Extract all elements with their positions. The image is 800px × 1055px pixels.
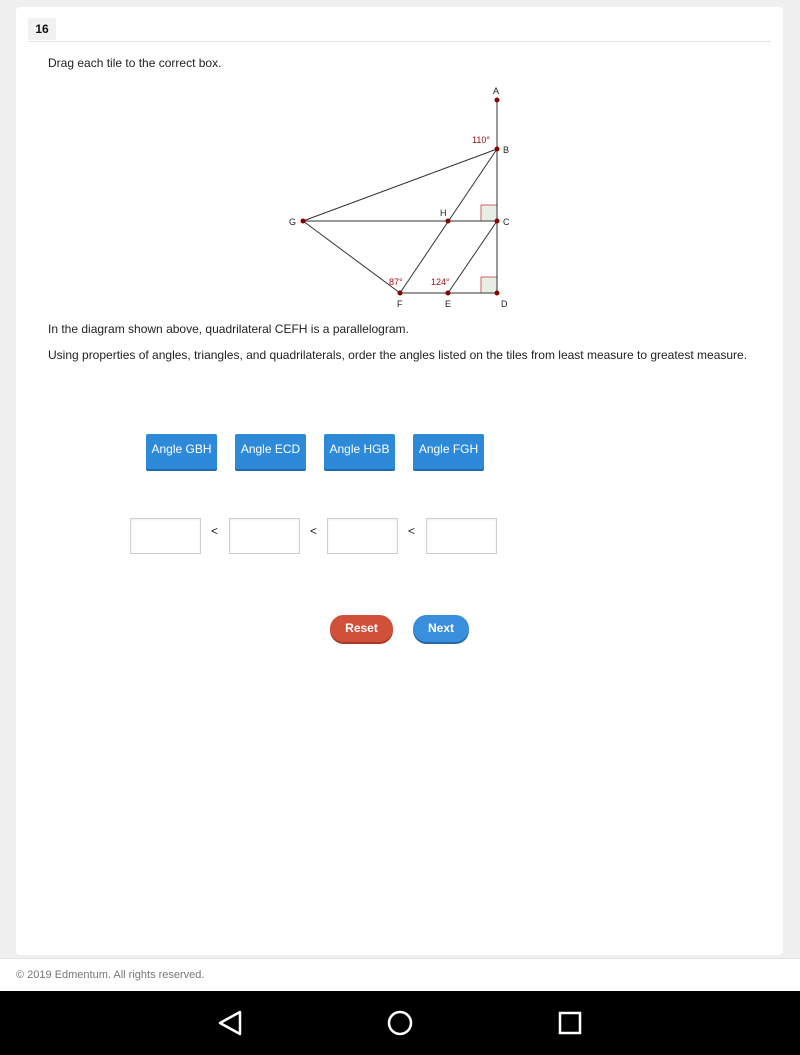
copyright-text: © 2019 Edmentum. All rights reserved.	[16, 969, 205, 981]
back-icon[interactable]	[212, 1005, 248, 1041]
label-f: F	[397, 299, 403, 309]
question-header	[28, 18, 771, 42]
drop-box-2[interactable]	[229, 518, 300, 554]
point-f	[398, 291, 403, 296]
point-b	[495, 147, 500, 152]
label-a: A	[493, 86, 500, 96]
question-card	[16, 7, 783, 955]
drop-box-1[interactable]	[130, 518, 201, 554]
footer	[0, 958, 800, 992]
paragraph-instructions: Using properties of angles, triangles, and quadrilaterals, order the angles listed on the tiles from least measure to greatest measure.	[48, 348, 748, 362]
point-d	[495, 291, 500, 296]
tile-angle-gbh[interactable]: Angle GBH	[146, 434, 217, 469]
recents-icon[interactable]	[552, 1005, 588, 1041]
angle-label-f: 87°	[389, 277, 403, 287]
next-button[interactable]: Next	[413, 615, 469, 642]
diagram-points	[301, 98, 500, 296]
label-h: H	[440, 208, 447, 218]
label-c: C	[503, 217, 510, 227]
label-d: D	[501, 299, 508, 309]
tile-angle-hgb[interactable]: Angle HGB	[324, 434, 395, 469]
point-h	[446, 219, 451, 224]
angle-label-e: 124°	[431, 277, 450, 287]
label-b: B	[503, 145, 510, 155]
android-nav-bar	[0, 991, 800, 1055]
tile-angle-fgh[interactable]: Angle FGH	[413, 434, 484, 469]
point-g	[301, 219, 306, 224]
diagram-lines	[303, 100, 497, 293]
point-c	[495, 219, 500, 224]
right-angle-marker-d	[481, 277, 497, 293]
drop-box-4[interactable]	[426, 518, 497, 554]
drop-box-3[interactable]	[327, 518, 398, 554]
geometry-diagram	[282, 85, 532, 315]
tile-angle-ecd[interactable]: Angle ECD	[235, 434, 306, 469]
instruction-text: Drag each tile to the correct box.	[48, 56, 222, 70]
right-angle-marker-c	[481, 205, 497, 221]
paragraph-parallelogram: In the diagram shown above, quadrilateral CEFH is a parallelogram.	[48, 322, 409, 336]
less-than-symbol: <	[211, 524, 219, 538]
point-e	[446, 291, 451, 296]
reset-button[interactable]: Reset	[330, 615, 393, 642]
less-than-symbol: <	[310, 524, 318, 538]
label-g: G	[289, 217, 297, 227]
angle-label-b: 110°	[472, 135, 490, 145]
home-icon[interactable]	[382, 1005, 418, 1041]
question-number: 16	[28, 18, 56, 40]
less-than-symbol: <	[408, 524, 416, 538]
label-e: E	[445, 299, 452, 309]
point-a	[495, 98, 500, 103]
